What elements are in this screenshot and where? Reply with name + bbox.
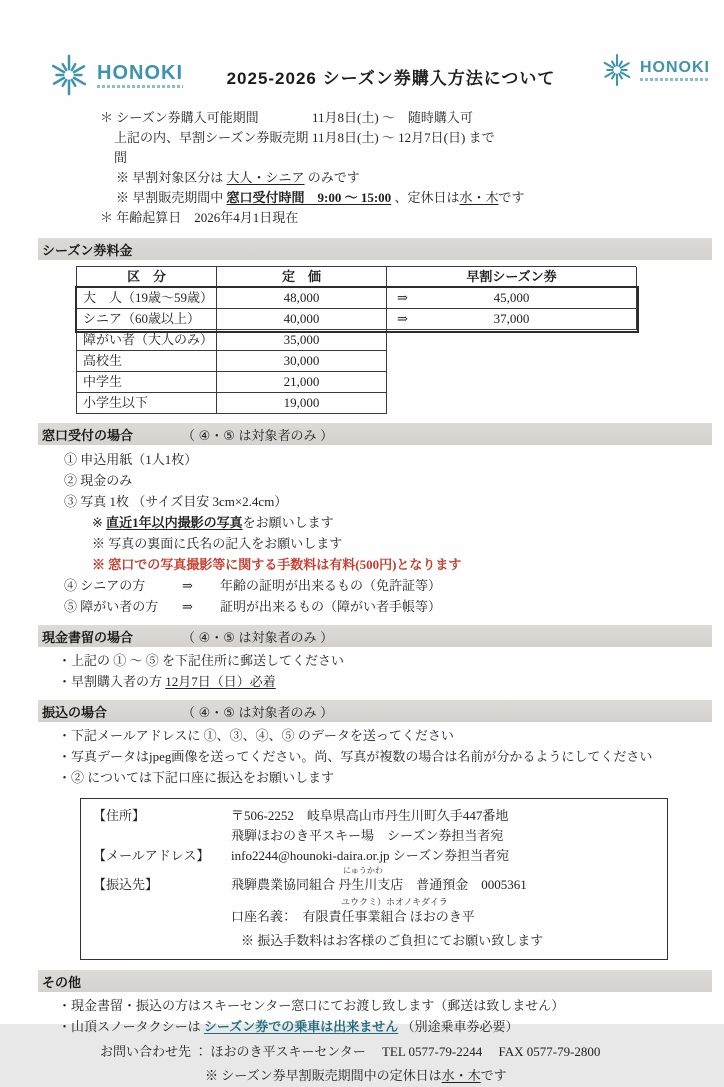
table-row-senior-price: 40,000	[217, 309, 387, 330]
registered-mail-items	[58, 650, 724, 692]
table-row-elementary-price: 19,000	[217, 393, 387, 414]
section-note: （ ④・⑤ は対象者のみ ）	[182, 427, 334, 443]
header	[0, 0, 724, 98]
table-row-senior-category: シニア（60歳以上）	[77, 309, 217, 330]
purchase-period-line	[100, 108, 724, 128]
section-bar-other	[38, 970, 712, 992]
section-bar-window	[38, 423, 712, 445]
snowflake-burst-icon	[599, 52, 635, 88]
bank-furigana-row	[93, 866, 657, 875]
table-row-adult-price: 48,000	[217, 288, 387, 309]
table-row-elementary-category: 小学生以下	[77, 393, 217, 414]
account-kana: ユウクミ）ホオノキダイラ	[341, 897, 448, 907]
address-row	[93, 806, 657, 826]
section-note: （ ④・⑤ は対象者のみ ）	[182, 704, 334, 720]
column-header-price: 定 価	[217, 267, 387, 288]
address-label: 【住所】	[93, 808, 146, 823]
logo-text	[97, 63, 183, 88]
item-label: ④ シニアの方	[64, 578, 146, 593]
section-heading: シーズン券料金	[42, 242, 133, 258]
early-period-value: 11月8日(土) ～ 12月7日(日) まで	[312, 130, 495, 145]
early-period-label: 上記の内、早割シーズン券販売期間	[114, 130, 309, 165]
bank-value: 飛騨農業協同組合 丹生川支店 普通預金 0005361	[231, 877, 527, 892]
spacer	[93, 907, 231, 927]
item-text: ・早割購入者の方	[58, 674, 166, 689]
arrow-icon: ⇒	[397, 290, 408, 305]
table-row-disabled-category: 障がい者（大人のみ）	[77, 330, 217, 351]
underlined-deadline: 12月7日（日）必着	[165, 674, 276, 689]
intro-notes	[100, 108, 724, 228]
page-title: 2025-2026 シーズン券購入方法について	[226, 69, 556, 88]
early-period-line	[100, 128, 724, 168]
section-note: （ ④・⑤ は対象者のみ ）	[182, 629, 334, 645]
item-text: 証明が出来るもの（障がい者手帳等）	[220, 599, 442, 614]
item-text: ・山頂スノータクシーは	[58, 1019, 204, 1034]
bank-label: 【振込先】	[93, 877, 159, 892]
note-text: のみです	[304, 170, 360, 185]
email-row	[93, 846, 657, 866]
logo-wordmark: HONOKI	[97, 61, 183, 84]
item-text: （別途乗車券必要）	[398, 1019, 519, 1034]
honoki-logo-left	[46, 52, 183, 98]
logo-text	[640, 60, 710, 81]
other-items	[58, 995, 724, 1037]
arrow-icon: ⇒	[397, 311, 408, 326]
section-bar-prices	[38, 238, 712, 260]
item-label: ⑤ 障がい者の方	[64, 599, 159, 614]
item-text: 年齢の証明が出来るもの（免許証等）	[220, 578, 442, 593]
logo-tagline	[97, 85, 183, 88]
arrow-icon: ⇒	[182, 578, 193, 593]
table-row-highschool-price: 30,000	[217, 351, 387, 372]
price-table	[76, 266, 636, 414]
underlined-no-ride-note: シーズン券での乗車は出来ません	[203, 1019, 399, 1034]
note-text: です	[480, 1068, 507, 1083]
underlined-hours: 窓口受付時間 9:00 ～ 15:00	[226, 190, 392, 205]
arrow-icon: ⇒	[182, 599, 193, 614]
table-row-highschool-category: 高校生	[77, 351, 217, 372]
column-header-early: 早割シーズン券	[387, 267, 637, 288]
list-item: ・② については下記口座に振込をお願いします	[58, 770, 334, 785]
table-row-disabled-price: 35,000	[217, 330, 387, 351]
underlined-text: 直近1年以内撮影の写真	[106, 515, 243, 530]
closed-days-note	[205, 1065, 724, 1087]
email-value: info2244@hounoki-daira.or.jp シーズン券担当者宛	[231, 848, 510, 863]
photo-note-name: ※ 写真の裏面に氏名の記入をお願いします	[92, 536, 343, 551]
section-bar-registered-mail	[38, 625, 712, 647]
logo-tagline	[640, 78, 710, 81]
list-item: ② 現金のみ	[64, 473, 133, 488]
account-name: 口座名義： 有限責任事業組合 ほおのき平	[231, 909, 475, 924]
bank-row	[93, 875, 657, 895]
table-row-adult-category: 大 人（19歳～59歳）	[77, 288, 217, 309]
table-row-middleschool-price: 21,000	[217, 372, 387, 393]
empty-cell	[387, 330, 637, 351]
list-item-disabled-proof	[64, 596, 724, 617]
list-item: ・写真データはjpeg画像を送ってください。尚、写真が複数の場合は名前が分かるようにしてください	[58, 749, 653, 764]
transfer-items	[58, 725, 724, 788]
bank-branch-furigana: にゅうかわ	[343, 866, 383, 875]
list-item-snowtaxi	[58, 1016, 724, 1037]
list-item-deadline	[58, 671, 724, 692]
logo-wordmark: HONOKI	[640, 58, 710, 76]
purchase-period-label: ＊ シーズン券購入可能期間	[100, 110, 259, 125]
photo-note-recent	[64, 512, 724, 533]
purchase-period-value: 11月8日(土) ～ 随時購入可	[312, 110, 473, 125]
list-item-senior-proof	[64, 575, 724, 596]
address-line2: 飛騨ほおのき平スキー場 シーズン券担当者宛	[231, 828, 504, 843]
list-item: ・下記メールアドレスに ①、③、④、⑤ のデータを送ってください	[58, 728, 454, 743]
underlined-closed-days: 水・木	[441, 1068, 481, 1083]
address-row2	[93, 826, 657, 846]
table-row-senior-early	[387, 309, 637, 330]
table-row-middleschool-category: 中学生	[77, 372, 217, 393]
empty-cell	[387, 351, 637, 372]
spacer	[93, 826, 231, 846]
contact-info-box	[80, 798, 668, 960]
note-text: ※ シーズン券早割販売期間中の定休日は	[205, 1068, 442, 1083]
account-name-row	[93, 907, 657, 927]
note-text: 、定休日は	[391, 190, 460, 205]
underlined-closed-days: 水・木	[459, 190, 499, 205]
age-basis-line: ＊ 年齢起算日 2026年4月1日現在	[100, 210, 299, 225]
section-heading: 振込の場合	[42, 704, 108, 720]
address-line1: 〒506-2252 岐阜県高山市丹生川町久手447番地	[231, 808, 509, 823]
section-heading: 現金書留の場合	[42, 629, 134, 645]
window-items	[64, 449, 724, 617]
table-row-adult-early	[387, 288, 637, 309]
empty-cell	[387, 393, 637, 414]
honoki-logo-right	[599, 52, 710, 88]
transfer-fee-note: ※ 振込手数料はお客様のご負担にてお願い致します	[241, 933, 544, 948]
column-header-category: 区 分	[77, 267, 217, 288]
note-text: ※ 早割対象区分は	[116, 170, 227, 185]
section-heading: その他	[42, 974, 82, 990]
snowflake-burst-icon	[46, 52, 92, 98]
list-item: ・上記の ① ～ ⑤ を下記住所に郵送してください	[58, 653, 345, 668]
contact-phone-line: お問い合わせ先 ： ほおのき平スキーセンター TEL 0577-79-2244 FAX 0577-79-2800	[100, 1044, 601, 1059]
note-text: をお願いします	[242, 515, 334, 530]
early-price: 37,000	[493, 311, 530, 326]
account-kana-row	[93, 895, 657, 907]
list-item: ① 申込用紙（1人1枚）	[64, 452, 198, 467]
note-text: です	[498, 190, 525, 205]
section-bar-transfer	[38, 700, 712, 722]
list-item: ・現金書留・振込の方はスキーセンター窓口にてお渡し致します（郵送は致しません）	[58, 998, 565, 1013]
note-text: ※ 早割販売期間中	[116, 190, 227, 205]
spacer	[103, 931, 241, 951]
transfer-fee-note-row	[103, 931, 657, 951]
list-item: ③ 写真 1枚 （サイズ目安 3cm×2.4cm）	[64, 494, 288, 509]
photo-fee-warning: ※ 窓口での写真撮影等に関する手数料は有料(500円)となります	[92, 557, 462, 572]
email-label: 【メールアドレス】	[93, 848, 210, 863]
section-heading: 窓口受付の場合	[42, 427, 134, 443]
empty-cell	[387, 372, 637, 393]
underlined-text: 大人・シニア	[226, 170, 305, 185]
early-target-note	[100, 168, 724, 188]
spacer	[93, 895, 231, 907]
note-text: ※	[92, 515, 107, 530]
early-price: 45,000	[493, 290, 530, 305]
spacer	[93, 866, 231, 875]
reception-hours-note	[100, 188, 724, 208]
